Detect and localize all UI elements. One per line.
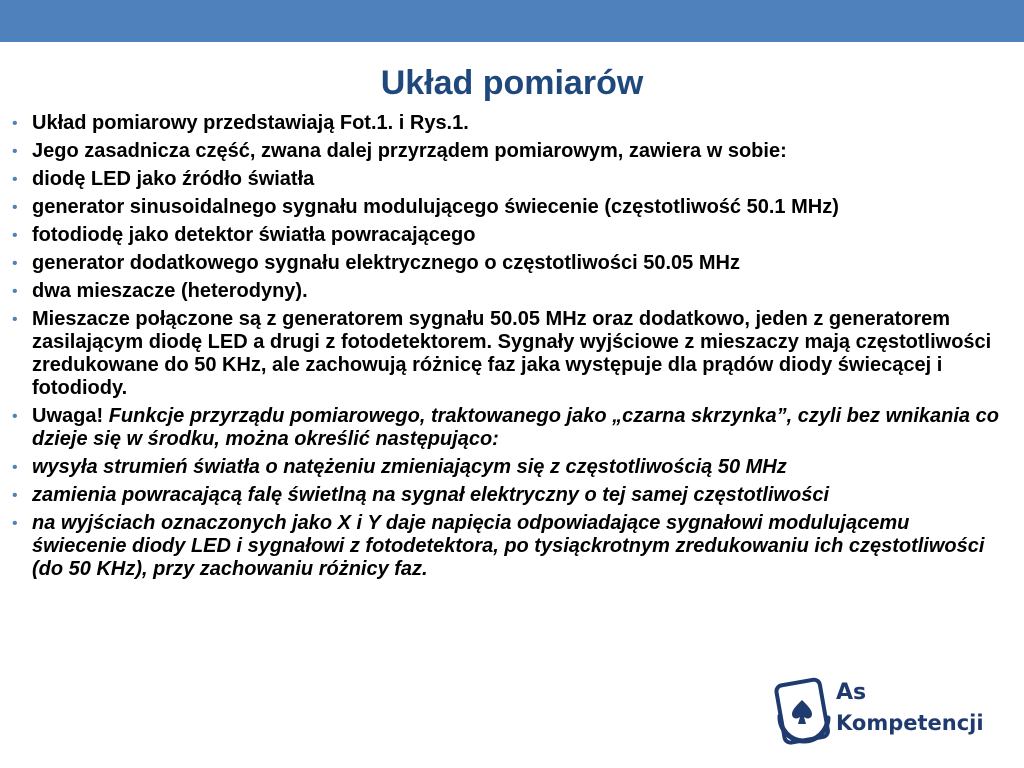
list-item-text: fotodiodę jako detektor światła powracającego [32,224,476,246]
list-item [8,484,1008,507]
bullet-icon: • [12,171,18,188]
bullet-icon: • [12,408,18,425]
list-item [8,196,1008,219]
bullet-icon: • [12,283,18,300]
bullet-icon: • [12,311,18,328]
bullet-icon: • [12,515,18,532]
bullet-icon: • [12,459,18,476]
top-banner-bar [0,0,1024,42]
logo-text [836,678,984,738]
logo-line-1: As [836,680,867,705]
list-item-text: Mieszacze połączone są z generatorem sygnału 50.05 MHz oraz dodatkowo, jeden z generatorem zasilającym diodę LED a drugi z fotodetektorem. Sygnały wyjściowe z mieszaczy mają częstotliwości zredukowane do 50 KHz, ale zachowują różnicę faz jaka występuje dla prądów diody świecącej i fotodiody. [32,308,992,399]
list-item [8,456,1008,479]
list-item [8,405,1008,451]
list-item-text: zamienia powracającą falę świetlną na sygnał elektryczny o tej samej częstotliwości [32,484,830,506]
card-spade-icon [770,672,836,748]
bullet-icon: • [12,487,18,504]
list-item-text: generator sinusoidalnego sygnału modulującego świecenie (częstotliwość 50.1 MHz) [32,196,839,218]
list-item [8,280,1008,303]
logo-line-2: Kompetencji [836,711,984,735]
list-item [8,168,1008,191]
list-item [8,308,1008,400]
list-item-text: Funkcje przyrządu pomiarowego, traktowanego jako „czarna skrzynka”, czyli bez wnikania co dzieje się w środku, można określić następująco: [32,405,999,450]
list-item-text: Jego zasadnicza część, zwana dalej przyrządem pomiarowym, zawiera w sobie: [32,140,787,162]
note-prefix: Uwaga! [32,405,109,427]
bullet-icon: • [12,227,18,244]
list-item [8,252,1008,275]
list-item [8,140,1008,163]
bullet-icon: • [12,199,18,216]
list-item-text: dwa mieszacze (heterodyny). [32,280,308,302]
as-kompetencji-logo [770,672,1000,748]
list-item [8,512,1008,581]
slide-title: Układ pomiarów [380,64,644,102]
list-item-text: wysyła strumień światła o natężeniu zmieniającym się z częstotliwością 50 MHz [32,456,787,478]
list-item [8,224,1008,247]
list-item [8,112,1008,135]
list-item-text: Układ pomiarowy przedstawiają Fot.1. i Rys.1. [32,112,469,134]
bullet-icon: • [12,143,18,160]
list-item-text: generator dodatkowego sygnału elektrycznego o częstotliwości 50.05 MHz [32,252,740,274]
list-item-text: diodę LED jako źródło światła [32,168,315,190]
slide-content [8,112,1008,586]
bullet-icon: • [12,255,18,272]
bullet-list [8,112,1008,581]
bullet-icon: • [12,115,18,132]
list-item-text: na wyjściach oznaczonych jako X i Y daje napięcia odpowiadające sygnałowi modulującemu świecenie diody LED i sygnałowi z fotodetektora, po tysiąckrotnym zredukowaniu ich częstotliwości (do 50 KHz), przy zachowaniu różnicy faz. [32,512,985,580]
